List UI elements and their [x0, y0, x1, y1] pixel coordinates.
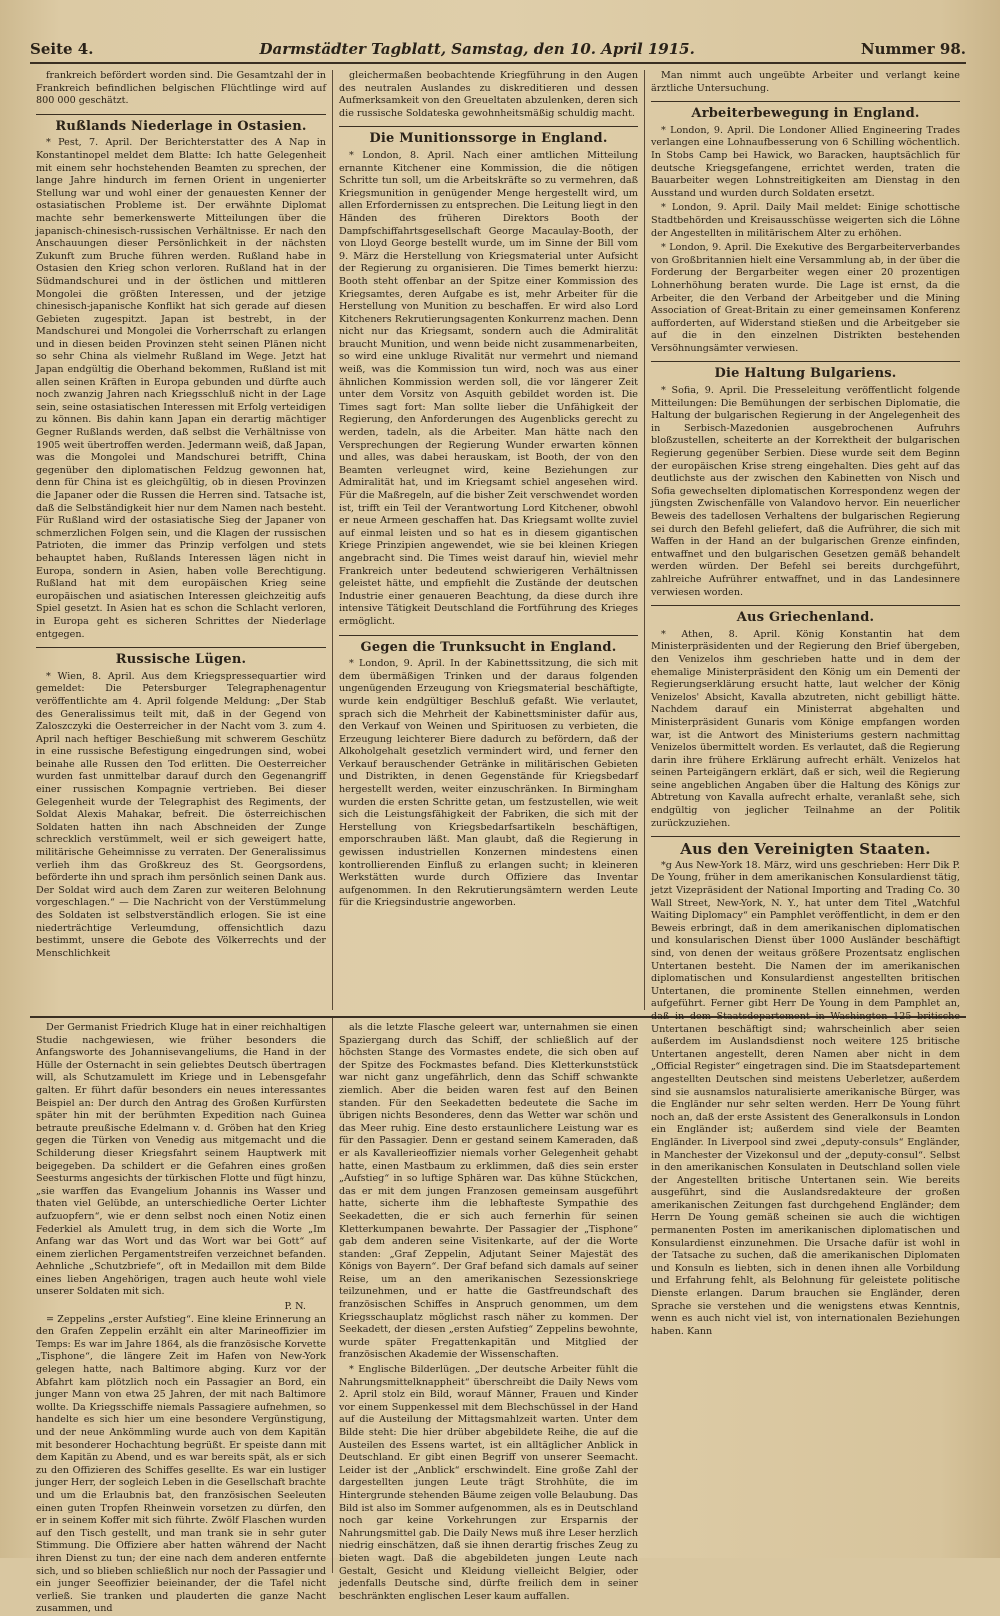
feuilleton-column-1	[30, 1018, 332, 1615]
article-text: * Athen, 8. April. König Konstantin hat dem Ministerpräsidenten und der Regierung den Brief übergeben, den Venizelos ihm geschrieben hatte und in dem der ehemalige Ministerpräsident den König um ein Dementi der Regierungserklärung ersucht hatte, laut welcher der König Venizelos' Absicht, Kavalla abzutreten, nicht gebilligt hätte. Nachdem darauf ein Ministerrat abgehalten und Ministerpräsident Gunaris vom Könige empfangen worden war, ist die Antwort des Ministeriums gestern nachmittag Venizelos übermittelt worden. Es verlautet, daß die Regierung darin ihre frühere Erklärung aufrecht erhält. Venizelos hat seinen Parteigängern erklärt, daß er sich, weil die Regierung seine angeblichen Angaben über die Haltung des Königs zur Abtretung von Kavalla aufrecht erhalte, veranlaßt sehe, sich endgültig von jeglicher Teilnahme an der Politik zurückzuziehen.	[651, 628, 960, 829]
headline-united-states: Aus den Vereinigten Staaten.	[680, 840, 931, 859]
headline-munitions: Die Munitionssorge in England.	[369, 131, 608, 147]
headline-greece: Aus Griechenland.	[736, 610, 875, 626]
article-text: * London, 9. April. In der Kabinettssitzung, die sich mit dem übermäßigen Trinken und der daraus folgenden ungenügenden Erzeugung von Kriegsmaterial beschäftigte, wurde kein endgültiger Beschluß gefaßt. Wie verlautet, sprach sich die Mehrheit der Kabinettsminister dafür aus, den Verkauf von Weinen und Spirituosen zu verbieten, die Erzeugung leichterer Biere dadurch zu befördern, daß der Alkoholgehalt gesetzlich vermindert wird, und ferner den Verkauf berauschender Getränke in militärischen Gebieten und Distrikten, in denen Gegenstände für Kriegsbedarf hergestellt werden, weiter einzuschränken. In Birmingham wurden die ersten Schritte getan, um festzustellen, wie weit sich die Leistungsfähigkeit der Fabriken, die sich mit der Herstellung von Kriegsbedarfsartikeln beschäftigen, emporschrauben läßt. Man glaubt, daß die Regierung in gewissen industriellen Konzernen mindestens einen kontrollierenden Einfluß zu erlangen sucht; in kleineren Werkstätten wurde durch Offiziere das Inventar aufgenommen. In den Rekrutierungsämtern werden Leute für die Kriegsindustrie angeworben.	[339, 658, 638, 909]
divider	[651, 361, 960, 362]
article-text: * London, 9. April. Daily Mail meldet: Einige schottische Stadtbehörden und Kreisausschüsse weigerten sich die Löhne der Angestellten in militärischem Alter zu erhöhen.	[651, 202, 960, 239]
divider	[339, 635, 638, 636]
article-text: * Wien, 8. April. Aus dem Kriegspressequartier wird gemeldet: Die Petersburger Telegraphenagentur veröffentlichte am 4. April folgende Meldung: „Der Stab des Generalissimus teilt mit, daß in der Gegend von Zaloszczyki die Oesterreicher in der Nacht vom 3. zum 4. April nach heftiger Beschießung mit schwerem Geschütz in eine russische Befestigung eingedrungen sind, wobei beinahe alle Russen den Tod erlitten. Die Oesterreicher wurden fast unmittelbar darauf durch den Gegenangriff einer russischen Kompagnie vertrieben. Bei dieser Gelegenheit wurde der Telegraphist des Regiments, der Soldat Alexis Mahakar, befreit. Die österreichischen Soldaten hatten ihn nach Abschneiden der Zunge schrecklich verstümmelt, weil er sich geweigert hatte, militärische Geheimnisse zu verraten. Der Generalissimus verlieh ihm das Großkreuz des St. Georgsordens, beförderte ihn und sprach ihm persönlich seinen Dank aus. Der Soldat wird auch dem Zaren zur weiteren Belohnung vorgeschlagen.“ — Die Nachricht von der Verstümmelung des Soldaten ist selbstverständlich erlogen. Sie ist eine niederträchtige Verleumdung, offensichtlich dazu bestimmt, unsere die Gebote des Völkerrechts und der Menschlichkeit	[36, 670, 326, 959]
headline-bulgaria: Die Haltung Bulgariens.	[714, 366, 897, 382]
divider	[651, 836, 960, 837]
masthead	[30, 40, 966, 64]
feuilleton-text: * Englische Bilderlügen. „Der deutsche Arbeiter fühlt die Nahrungsmittelknappheit“ überschreibt die Daily News vom 2. April stolz ein Bild, worauf Männer, Frauen und Kinder vor einem Suppenkessel mit dem Blechschüssel in der Hand auf die Austeilung der Mittagsmahlzeit warten. Unter dem Bilde steht: Die hier drüber abgebildete Reihe, die auf die Austeilen des Essens wartet, ist ein alltäglicher Anblick in Deutschland. Er gibt einen Begriff von unserer Seemacht. Leider ist der „Anblick“ erschwindelt. Eine große Zahl der dargestellten jungen Leute trägt Strohhüte, die im Hintergrunde stehenden Bäume zeigen volle Belaubung. Das Bild ist also im Sommer aufgenommen, als es in Deutschland noch gar keine Vorkehrungen zur Ersparnis der Nahrungsmittel gab. Die Daily News muß ihre Leser herzlich niedrig einschätzen, daß sie ihnen derartig frisches Zeug zu bieten wagt. Daß die abgebildeten jungen Leute nach Gestalt, Gesicht und Kleidung vielleicht Belgier, oder jedenfalls Deutsche sind, dürfte freilich dem in seiner beschränkten englischen Leser kaum auffallen.	[339, 1364, 638, 1602]
article-text: * London, 9. April. Die Londoner Allied Engineering Trades verlangen eine Lohnaufbesserung von 6 Schilling wöchentlich. In Stobs Camp bei Hawick, wo Baracken, hauptsächlich für deutsche Kriegsgefangene, errichtet werden, traten die Bauarbeiter wegen Lohnstreitigkeiten am Dienstag in den Ausstand und wurden durch Soldaten ersetzt.	[651, 124, 960, 199]
article-text: *g Aus New-York 18. März, wird uns geschrieben: Herr Dik P. De Young, früher in dem amerikanischen Konsulardienst tätig, jetzt Vizepräsident der National Importing and Trading Co. 30 Wall Street, New-York, N. Y., hat unter dem Titel „Watchful Waiting Diplomacy“ ein Pamphlet veröffentlicht, in dem er den Beweis erbringt, daß in dem amerikanischen diplomatischen und konsularischen Dienst über 1000 Ausländer beschäftigt sind, von denen der weitaus größere Prozentsatz englischen Untertanen besteht. Die Namen der im amerikanischen diplomatischen und Konsulardienst angestellten britischen Untertanen, die prominente Stellen einnehmen, werden aufgeführt. Ferner gibt Herr De Young in dem Pamphlet an, daß in dem Staatsdepartement in Washington 125 britische Untertanen beschäftigt sind; wahrscheinlich aber seien außerdem im Auslandsdienst noch weitere 125 britische Untertanen angestellt, deren Namen aber nicht in dem „Official Register“ eingetragen sind. Die im Staatsdepartement angestellten Deutschen sind meistens Ueberletzer, außerdem sind sie ausnamslos naturalisierte amerikanische Bürger, was die Engländer nur sehr selten werden. Herr De Young führt noch an, daß der erste Assistent des Generalkonsuls in London ein Engländer ist; außerdem sind viele der Beamten Engländer. In Liverpool sind zwei „deputy-consuls“ Engländer, in Manchester der Vizekonsul und der „deputy-consul“. Selbst in den amerikanischen Konsulaten in Deutschland sollen viele der Angestellten britische Untertanen sein. Wie bereits ausgeführt, sind die Auslandsredakteure der großen amerikanischen Zeitungen fast durchgehend Engländer; dem Herrn De Young gemäß scheinen sie auch die wichtigen permanenten Posten im amerikanischen diplomatischen und Konsulardienst einzunehmen. Die Ursache dafür ist wohl in der Tatsache zu suchen, daß die amerikanischen Diplomaten und Konsuln es liebten, sich in denen ihnen alle Vorbildung und Erfahrung fehlt, als Belohnung für geleistete politische Dienste erlangen. Darum brauchen sie Engländer, deren Sprache sie verstehen und die wenigstens etwas Kenntnis, wenn es auch nicht viel ist, von internationalen Beziehungen haben. Kann	[651, 859, 960, 1337]
issue-number: Nummer 98.	[860, 40, 966, 58]
article-text: * Pest, 7. April. Der Berichterstatter des A Nap in Konstantinopel meldet dem Blatte: Ich hatte Gelegenheit mit einem sehr hochstehenden Beamten zu sprechen, der lange Jahre hindurch im fernen Orient in ungenierter Stellung war und wohl einer der genauesten Kenner der ostasiatischen Probleme ist. Der erwähnte Diplomat machte sehr bemerkenswerte Mitteilungen über die japanisch-chinesisch-russischen Verhältnisse. Er nach den Anschauungen dieser Persönlichkeit in der nächsten Zukunft zum Bruche führen werden. Rußland habe in Ostasien den Krieg schon verloren. Rußland hat in der Südmandschurei und in der östlichen und mittleren Mongolei die größten Interessen, und der jetzige chinesisch-japanische Konflikt hat sich gerade auf diesen Gebieten zugespitzt. Japan ist bestrebt, in der Mandschurei und Mongolei die Vorherrschaft zu erlangen und in diesen beiden Provinzen steht seinen Plänen nicht so sehr China als vielmehr Rußland im Wege. Jetzt hat Japan endgültig die Oberhand bekommen, Rußland ist mit allen seinen Kräften in Europa gebunden und dürfte auch noch zwanzig Jahren nach Kriegsschluß nicht in der Lage sein, seine ostasiatischen Interessen mit Erfolg verteidigen zu können. Bis dahin kann Japan ein derartig mächtiger Gegner Rußlands werden, daß selbst die Verhältnisse von 1905 weit übertroffen werden. Jedermann weiß, daß Japan, was die Mongolei und Mandschurei betrifft, China gegenüber den diplomatischen Feldzug gewonnen hat, denn für China ist es gleichgültig, ob in diesen Provinzen die Japaner oder die Russen die Herren sind. Tatsache ist, daß die Selbständigkeit hier nur dem Namen nach besteht. Für Rußland wird der ostasiatische Sieg der Japaner von schmerzlichen Folgen sein, und die Klagen der russischen Patrioten, die immer das Prinzip verfolgen und stets behauptet haben, Rußlands Interessen lägen nicht in Europa, sondern in Asien, haben volle Berechtigung. Rußland hat mit dem europäischen Krieg seine europäischen und asiatischen Interessen gleichzeitig aufs Spiel gesetzt. In Asien hat es schon die Schlacht verloren, in Europa geht es sicheren Schrittes der Niederlage entgegen.	[36, 137, 327, 640]
feuilleton-text: Der Germanist Friedrich Kluge hat in einer reichhaltigen Studie nachgewiesen, wie früher besonders die Anfangsworte des Johannisevangeliums, die Hand in der Hülle der Osternacht in sein geliebtes Deutsch übertragen will, als Schutzamulett im Kriege und in Lebensgefahr galten. Er führt dafür besonders ein neues interessantes Beispiel an: Der durch den Antrag des Großen Kurfürsten später hin mit der berühmten Expedition nach Guinea betraute preußische Edelmann v. d. Gröben hat den Krieg gegen die Türken von Venedig aus mitgemacht und die Schilderung dieser Kriegsfahrt seinem Hauptwerk mit beigegeben. Da schildert er die Gefahren eines großen Seesturms angesichts der türkischen Flotte und fügt hinzu, „sie warffen das Evangelium Johannis ins Wasser und thaten viel Gelübde, an unterschiedliche Oerter Lichter aufzuopfern“, wie er denn selbst noch einen Notiz einen Federkiel als Amulett trug, in dem sich die Worte „Im Anfang war das Wort und das Wort war bei Gott“ auf einem zierlichen Pergamentstreifen verzeichnet befanden. Aehnliche „Schutzbriefe“, oft in Medaillon mit dem Bilde eines lieben Angehörigen, tragen auch heute wohl viele unserer Soldaten mit sich.	[36, 1022, 326, 1298]
article-text: * London, 8. April. Nach einer amtlichen Mitteilung ernannte Kitchener eine Kommission, die die nötigen Schritte tun soll, um die Arbeitskräfte so zu vermehren, daß Kriegsmunition in genügender Menge hergestellt wird, um allen Erfordernissen zu entsprechen. Die Leitung liegt in den Händen des früheren Direktors Booth der Dampfschiffahrtsgesellschaft George Macaulay-Booth, der von Lloyd George bestellt wurde, um im Sinne der Bill vom 9. März die Herstellung von Kriegsmaterial unter Aufsicht der Regierung zu organisieren. Die Times bemerkt hierzu: Booth steht offenbar an der Spitze einer Kommission des Kriegsamtes, deren Aufgabe es ist, mehr Arbeiter für die Herstellung von Munition zu beschaffen. Er wird also Lord Kitcheners Rekrutierungsagenten Konkurrenz machen. Denn nicht nur das Kriegsamt, sondern auch die Admiralität braucht Munition, und wenn beide nicht zusammenarbeiten, so wird eine unkluge Rivalität nur vermehrt und niemand weiß, was die Kommission tun wird, noch was aus einer ähnlichen Kommission werden soll, die vor längerer Zeit unter dem Vorsitz von Asquith gebildet worden ist. Die Times sagt fort: Man sollte lieber die Unfähigkeit der Regierung, den Anforderungen des Augenblicks gerecht zu werden, tadeln, als die Arbeiter. Man hätte nach den Versprechungen der Regierung Wunder erwarten können und alles, was dabei herauskam, ist Booth, der von den Beamten verleugnet wird, keine Beziehungen zur Admiralität hat, und im Kriegsamt schiel angesehen wird. Für die Maßregeln, auf die bisher Zeit verschwendet worden ist, trifft ein Teil der Verantwortung Lord Kitchener, obwohl er neue Armeen geschaffen hat. Das Kriegsamt wollte zuviel auf einmal leisten und so hat es in diesem gigantischen Kriege Prinzipien angewendet, wie sie bei kleinen Kriegen angebracht sind. Die Times weist darauf hin, wieviel mehr Frankreich unter bedeutend schwierigeren Verhältnissen geleistet hätte, und empfiehlt die Zustände der deutschen Industrie einer genaueren Beachtung, da diese durch ihre intensive Tätigkeit Deutschland die Fortführung des Krieges ermöglicht.	[339, 149, 638, 627]
divider	[651, 101, 960, 102]
feuilleton-text: als die letzte Flasche geleert war, unternahmen sie einen Spaziergang durch das Schiff, der schließlich auf der höchsten Stange des Vormastes endete, die sich oben auf der Spitze des Fockmastes befand. Dies Kletterkunststück war nicht ganz ungefährlich, denn das Schiff schwankte ziemlich. Aber die beiden waren fest auf den Beinen standen. Für den Seekadetten bedeutete die Sache im übrigen nichts Besonderes, denn das Wetter war schön und das Meer ruhig. Eine desto erstaunlichere Leistung war es für den Passagier. Denn er gestand seinem Kameraden, daß er als Kavallerieoffizier niemals vorher Gelegenheit gehabt hatte, einen Mastbaum zu erklimmen, daß dies sein erster „Aufstieg“ in so luftige Sphären war. Das kühne Stückchen, das er mit dem jungen Franzosen gemeinsam ausgeführt hatte, sicherte ihm die lebhafteste Sympathie des Seekadetten, die er sich auch fernerhin für seinen Kletterkumpanen bewahrte. Der Passagier der „Tisphone“ gab dem anderen seine Visitenkarte, auf der die Worte standen: „Graf Zeppelin, Adjutant Seiner Majestät des Königs von Bayern“. Der Graf befand sich damals auf seiner Reise, um an den amerikanischen Sezessionskriege teilzunehmen, und er hatte die Gastfreundschaft des französischen Schiffes in Anspruch genommen, um dem Kriegsschauplatz möglichst rasch näher zu kommen. Der Seekadett, der diesen „ersten Aufstieg“ Zeppelins bewohnte, wurde später Fregattenkapitän und Mitglied der französischen Akademie der Wissenschaften.	[339, 1022, 638, 1361]
column-3	[644, 70, 966, 1337]
divider	[36, 114, 326, 115]
divider	[36, 647, 326, 648]
column-2	[332, 70, 644, 1010]
divider	[651, 605, 960, 606]
feuilleton-column-2	[332, 1018, 644, 1602]
headline-drunkenness: Gegen die Trunksucht in England.	[360, 639, 617, 655]
article-text: * London, 9. April. Die Exekutive des Bergarbeiterverbandes von Großbritannien hielt eine Versammlung ab, in der über die Forderung der Bergarbeiter wegen einer 20 prozentigen Lohnerhöhung beraten wurde. Die Lage ist ernst, da die Arbeiter, die den Verband der Arbeitgeber und die Mining Association of Great-Britain zu einer gemeinsamen Konferenz aufforderten, auf Widerstand stießen und die Arbeitgeber sie auf die in den einzelnen Distrikten bestehenden Versöhnungsämter verwiesen.	[651, 242, 960, 354]
headline-labor-england: Arbeiterbewegung in England.	[691, 106, 920, 122]
newspaper-title: Darmstädter Tagblatt, Samstag, den 10. April 1915.	[259, 40, 695, 58]
headline-russian-lies: Russische Lügen.	[115, 652, 247, 668]
article-continued: Man nimmt auch ungeübte Arbeiter und verlangt keine ärztliche Untersuchung.	[651, 70, 960, 94]
article-continued: frankreich befördert worden sind. Die Gesamtzahl der in Frankreich befindlichen belgischen Flüchtlinge wird auf 800 000 geschätzt.	[36, 70, 326, 107]
column-1	[30, 70, 332, 1010]
author-signature: P. N.	[284, 1301, 306, 1313]
headline-russia-east-asia: Rußlands Niederlage in Ostasien.	[55, 118, 307, 134]
feuilleton-text: = Zeppelins „erster Aufstieg“. Eine kleine Erinnerung an den Grafen Zeppelin erzählt ein alter Marineoffizier im Temps: Es war im Jahre 1864, als die französische Korvette „Tisphone“, die längere Zeit im Hafen von New-York gelegen hatte, nach Baltimore abging. Kurz vor der Abfahrt kam plötzlich noch ein Passagier an Bord, ein junger Mann von etwa 25 Jahren, der mit nach Baltimore wollte. Da Kriegsschiffe niemals Passagiere aufnehmen, so handelte es sich hier um eine besondere Vergünstigung, und der neue Ankömmling wurde auch von dem Kapitän mit besonderer Hochachtung begrüßt. Er speiste dann mit dem Kapitän zu Abend, und es war bereits spät, als er sich zu den Offizieren des Schiffes gesellte. Es war ein lustiger junger Herr, der sogleich Leben in die Gesellschaft brachte und um die Erlaubnis bat, den französischen Seeleuten einen guten Tropfen Rheinwein vorsetzen zu dürfen, den er in seinem Koffer mit sich führte. Zwölf Flaschen wurden auf den Tisch gestellt, und man trank sie in sehr guter Stimmung. Die Offiziere aber hatten während der Nacht ihren Dienst zu tun; der eine nach dem anderen entfernte sich, und so blieben schließlich nur noch der Passagier und ein junger Seeoffizier beieinander, der die Tafel nicht verließ. Sie tranken und plauderten die ganze Nacht zusammen, und	[36, 1313, 326, 1615]
divider	[339, 126, 638, 127]
article-text: * Sofia, 9. April. Die Presseleitung veröffentlicht folgende Mitteilungen: Die Bemühungen der serbischen Diplomatie, die Haltung der bulgarischen Regierung in der Angelegenheit des in Serbisch-Mazedonien ausgebrochenen Aufruhrs bloßzustellen, scheiterte an der Korrektheit der bulgarischen Regierung gegenüber Serbien. Diese wurde seit dem Beginn der europäischen Krise streng eingehalten. Dies geht auf das deutlichste aus der zwischen den Kabinetten von Nisch und Sofia gewechselten diplomatischen Korrespondenz wegen der jüngsten Zwischenfälle von Valandovo hervor. Ein neuerlicher Beweis des tadellosen Verhaltens der bulgarischen Regierung sei durch den Befehl geliefert, daß die Aufrührer, die sich mit Waffen in der Hand an der bulgarischen Grenze einfinden, entwaffnet und den bulgarischen Gesetzen gemäß behandelt werden würden. Der Befehl sei bereits durchgeführt, zahlreiche Aufrührer entwaffnet, und in das Landesinnere verwiesen worden.	[651, 385, 960, 598]
article-continued: gleichermaßen beobachtende Kriegführung in den Augen des neutralen Auslandes zu diskreditieren und dessen Aufmerksamkeit von den Greueltaten abzulenken, deren sich die russische Soldateska gewohnheitsmäßig schuldig macht.	[339, 70, 638, 119]
page-number: Seite 4.	[30, 40, 94, 58]
